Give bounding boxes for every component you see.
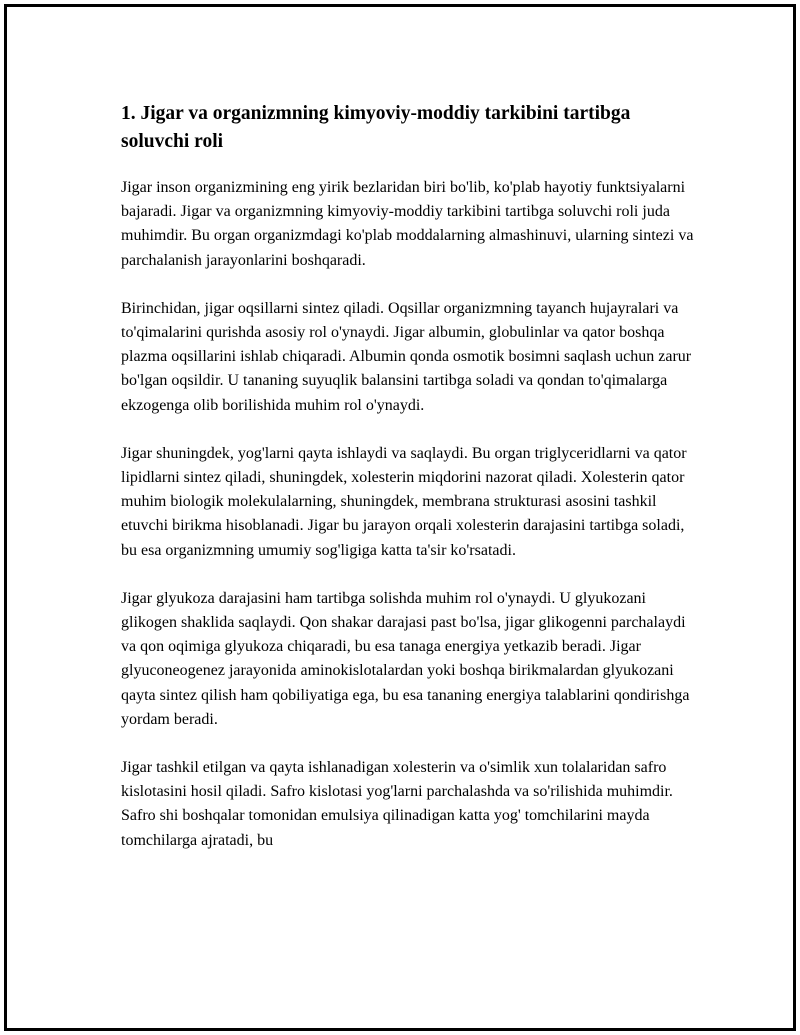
paragraph-intro: Jigar inson organizmining eng yirik bezlaridan biri bo'lib, ko'plab hayotiy funktsiyalarni bajaradi. Jigar va organizmning kimyoviy-moddiy tarkibini tartibga soluvchi roli juda muhimdir. Bu organ organizmdagi ko'plab moddalarning almashinuvi, ularning sintezi va parchalanish jarayonlarini boshqaradi. xyxy=(121,179,694,269)
paragraph-proteins: Birinchidan, jigar oqsillarni sintez qiladi. Oqsillar organizmning tayanch hujayralari va to'qimalarini qurishda asosiy rol o'ynaydi. Jigar albumin, globulinlar va qator boshqa plazma oqsillarini ishlab chiqaradi. Albumin qonda osmotik bosimni saqlash uchun zarur bo'lgan oqsildir. U tananing suyuqlik balansini tartibga soladi va qondan to'qimalarga ekzogenga olib borilishida muhim rol o'ynaydi. xyxy=(121,299,692,414)
section-heading: 1. Jigar va organizmning kimyoviy-moddiy tarkibini tartibga soluvchi roli xyxy=(121,103,631,152)
paragraph-lipids: Jigar shuningdek, yog'larni qayta ishlaydi va saqlaydi. Bu organ triglyceridlarni va qator lipidlarni sintez qiladi, shuningdek, xolesterin miqdorini nazorat qiladi. Xolesterin qator muhim biologik molekulalarning, shuningdek, membrana strukturasi asosini tashkil etuvchi birikma hisoblanadi. Jigar bu jarayon orqali xolesterin darajasini tartibga soladi, bu esa organizmning umumiy sog'ligiga katta ta'sir ko'rsatadi. xyxy=(121,444,687,559)
paragraph-glucose: Jigar glyukoza darajasini ham tartibga solishda muhim rol o'ynaydi. U glyukozani glikogen shaklida saqlaydi. Qon shakar darajasi past bo'lsa, jigar glikogenni parchalaydi va qon oqimiga glyukoza chiqaradi, bu esa tanaga energiya yetkazib beradi. Jigar glyuconeogenez jarayonida aminokislotalardan yoki boshqa birikmalardan glyukozani qayta sintez qilish ham qobiliyatiga ega, bu esa tananing energiya talablarini qondirishga yordam beradi. xyxy=(121,589,690,728)
page-frame xyxy=(4,4,796,1031)
document-body xyxy=(121,100,701,877)
paragraph-bile-acids: Jigar tashkil etilgan va qayta ishlanadigan xolesterin va o'simlik xun tolalaridan safro kislotasini hosil qiladi. Safro kislotasi yog'larni parchalashda va so'rilishida muhimdir. Safro shi boshqalar tomonidan emulsiya qilinadigan katta yog' tomchilarini mayda tomchilarga ajratadi, bu xyxy=(121,759,673,849)
